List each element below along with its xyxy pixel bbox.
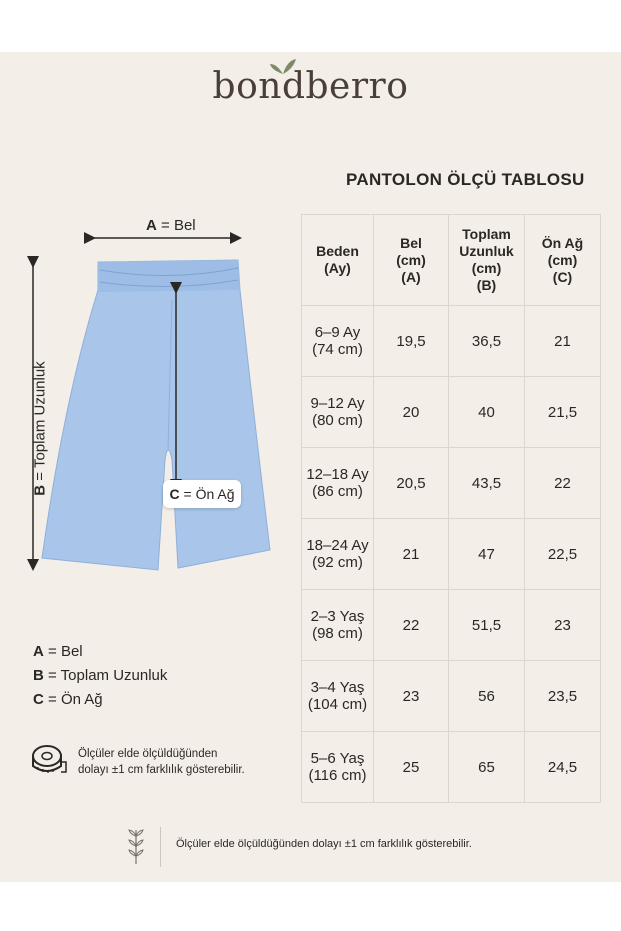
table-row bbox=[302, 732, 601, 803]
onag-cell: 24,5 bbox=[525, 732, 601, 803]
table-row bbox=[302, 377, 601, 448]
size-cell: 12–18 Ay (86 cm) bbox=[302, 448, 374, 519]
measurement-note: Ölçüler elde ölçüldüğünden dolayı ±1 cm farklılık gösterebilir. bbox=[78, 748, 245, 776]
table-row bbox=[302, 661, 601, 732]
size-cell: 3–4 Yaş (104 cm) bbox=[302, 661, 374, 732]
onag-cell: 22,5 bbox=[525, 519, 601, 590]
bel-cell: 22 bbox=[374, 590, 449, 661]
uzunluk-cell: 47 bbox=[449, 519, 525, 590]
label-b: B = Toplam Uzunluk bbox=[31, 361, 49, 496]
uzunluk-cell: 43,5 bbox=[449, 448, 525, 519]
onag-cell: 22 bbox=[525, 448, 601, 519]
uzunluk-cell: 56 bbox=[449, 661, 525, 732]
footer-divider bbox=[160, 827, 161, 867]
brand-logo: bondberro bbox=[212, 66, 409, 107]
uzunluk-cell: 36,5 bbox=[449, 306, 525, 377]
label-c: C = Ön Ağ bbox=[163, 480, 241, 508]
header-toplam-uzunluk: Toplam Uzunluk (cm) (B) bbox=[449, 215, 525, 306]
size-table bbox=[301, 214, 601, 803]
header-on-ag: Ön Ağ (cm) (C) bbox=[525, 215, 601, 306]
size-cell: 2–3 Yaş (98 cm) bbox=[302, 590, 374, 661]
onag-cell: 21 bbox=[525, 306, 601, 377]
onag-cell: 23,5 bbox=[525, 661, 601, 732]
size-cell: 9–12 Ay (80 cm) bbox=[302, 377, 374, 448]
chart-title: PANTOLON ÖLÇÜ TABLOSU bbox=[346, 170, 585, 189]
measurement-legend bbox=[33, 640, 167, 712]
size-cell: 5–6 Yaş (116 cm) bbox=[302, 732, 374, 803]
label-a: A = Bel bbox=[146, 217, 196, 234]
table-row bbox=[302, 306, 601, 377]
sprig-icon bbox=[126, 826, 146, 866]
bel-cell: 19,5 bbox=[374, 306, 449, 377]
footer-note: Ölçüler elde ölçüldüğünden dolayı ±1 cm farklılık gösterebilir. bbox=[176, 838, 472, 850]
table-row bbox=[302, 519, 601, 590]
bel-cell: 23 bbox=[374, 661, 449, 732]
bel-cell: 20,5 bbox=[374, 448, 449, 519]
tape-measure-icon bbox=[30, 742, 68, 780]
uzunluk-cell: 51,5 bbox=[449, 590, 525, 661]
bel-cell: 20 bbox=[374, 377, 449, 448]
table-row bbox=[302, 590, 601, 661]
onag-cell: 23 bbox=[525, 590, 601, 661]
size-cell: 18–24 Ay (92 cm) bbox=[302, 519, 374, 590]
onag-cell: 21,5 bbox=[525, 377, 601, 448]
size-cell: 6–9 Ay (74 cm) bbox=[302, 306, 374, 377]
table-row bbox=[302, 448, 601, 519]
bel-cell: 21 bbox=[374, 519, 449, 590]
legend-item-b: B = Toplam Uzunluk bbox=[33, 667, 168, 684]
legend-item-a: A = Bel bbox=[33, 643, 83, 660]
bel-cell: 25 bbox=[374, 732, 449, 803]
legend-item-c: C = Ön Ağ bbox=[33, 691, 103, 708]
header-bel: Bel (cm) (A) bbox=[374, 215, 449, 306]
header-beden: Beden (Ay) bbox=[302, 215, 374, 306]
uzunluk-cell: 65 bbox=[449, 732, 525, 803]
table-header-row bbox=[302, 215, 601, 306]
uzunluk-cell: 40 bbox=[449, 377, 525, 448]
